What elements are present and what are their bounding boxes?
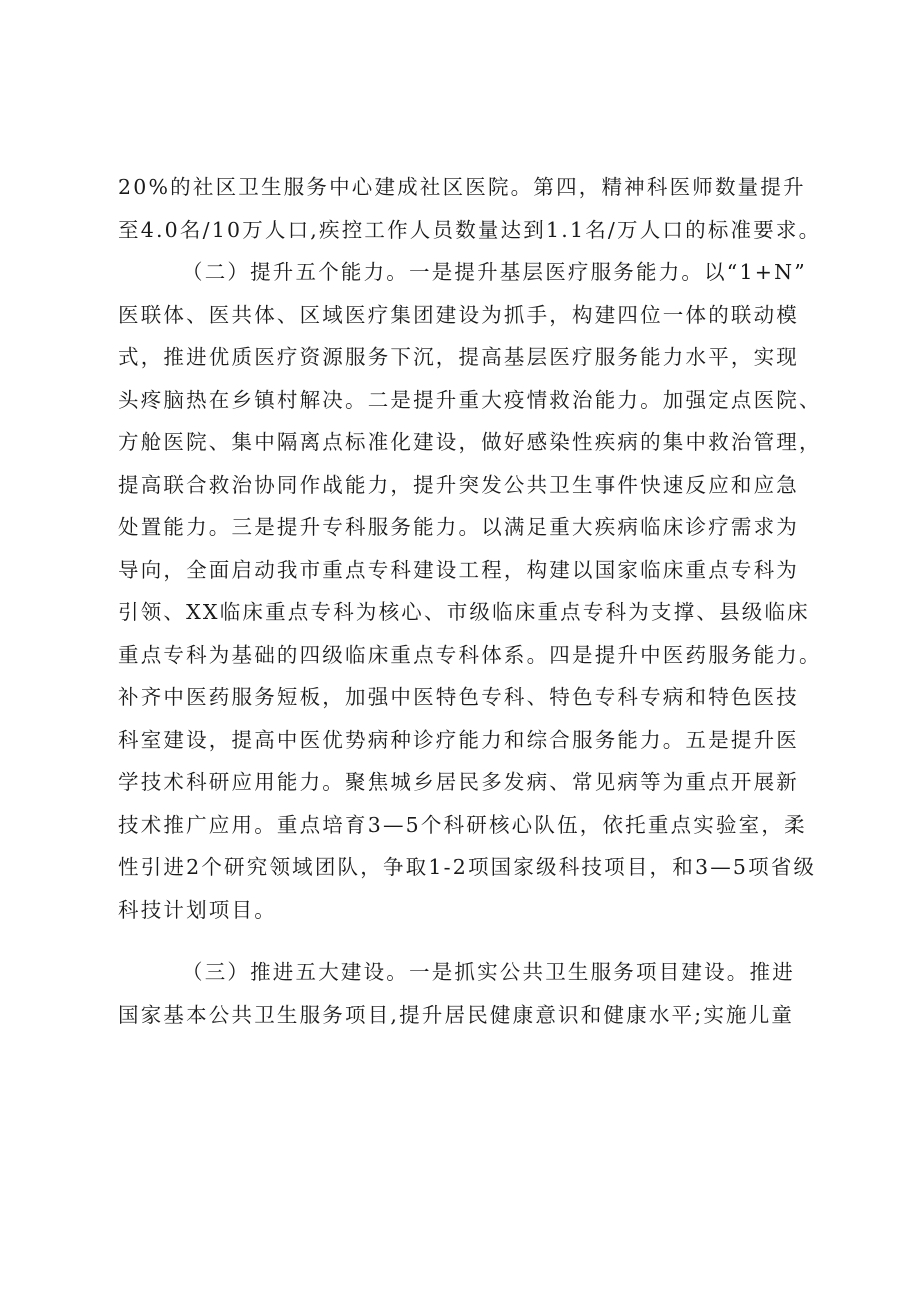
text-line: 科技计划项目。 xyxy=(118,897,277,922)
paragraph-start-line: （三）推进五大建设。一是抓实公共卫生服务项目建设。推进 xyxy=(182,960,795,984)
text-line: 学技术科研应用能力。聚焦城乡居民多发病、常见病等为重点开展新 xyxy=(118,770,799,794)
text-line: 方舱医院、集中隔离点标准化建设，做好感染性疾病的集中救治管理， xyxy=(118,430,822,454)
text-line: 重点专科为基础的四级临床重点专科体系。四是提升中医药服务能力。 xyxy=(118,642,822,667)
text-line: 头疼脑热在乡镇村解决。二是提升重大疫情救治能力。加强定点医院、 xyxy=(118,387,822,412)
body-text xyxy=(118,166,828,1036)
text-line: 补齐中医药服务短板，加强中医特色专科、特色专科专病和特色医技 xyxy=(118,685,799,709)
paragraph-start-line: （二）提升五个能力。一是提升基层医疗服务能力。以“1+N” xyxy=(182,260,807,284)
text-line: 20%的社区卫生服务中心建成社区医院。第四，精神科医师数量提升 xyxy=(118,175,806,199)
text-line: 提高联合救治协同作战能力，提升突发公共卫生事件快速反应和应急 xyxy=(118,472,799,497)
text-line: 导向，全面启动我市重点专科建设工程，构建以国家临床重点专科为 xyxy=(118,557,799,582)
text-line: 国家基本公共卫生服务项目,提升居民健康意识和健康水平;实施儿童 xyxy=(118,1002,795,1027)
text-line: 引领、XX临床重点专科为核心、市级临床重点专科为支撑、县级临床 xyxy=(118,600,810,624)
text-line: 医联体、医共体、区域医疗集团建设为抓手，构建四位一体的联动模 xyxy=(118,302,799,327)
text-line: 性引进2个研究领域团队，争取1-2项国家级科技项目，和3—5项省级 xyxy=(118,855,817,879)
text-line: 式，推进优质医疗资源服务下沉，提高基层医疗服务能力水平，实现 xyxy=(118,345,799,369)
text-line: 技术推广应用。重点培育3—5个科研核心队伍，依托重点实验室，柔 xyxy=(118,812,807,837)
text-line: 科室建设，提高中医优势病种诊疗能力和综合服务能力。五是提升医 xyxy=(118,727,799,752)
text-line: 处置能力。三是提升专科服务能力。以满足重大疾病临床诊疗需求为 xyxy=(118,515,799,539)
text-line: 至4.0名/10万人口,疾控工作人员数量达到1.1名/万人口的标准要求。 xyxy=(118,217,822,242)
